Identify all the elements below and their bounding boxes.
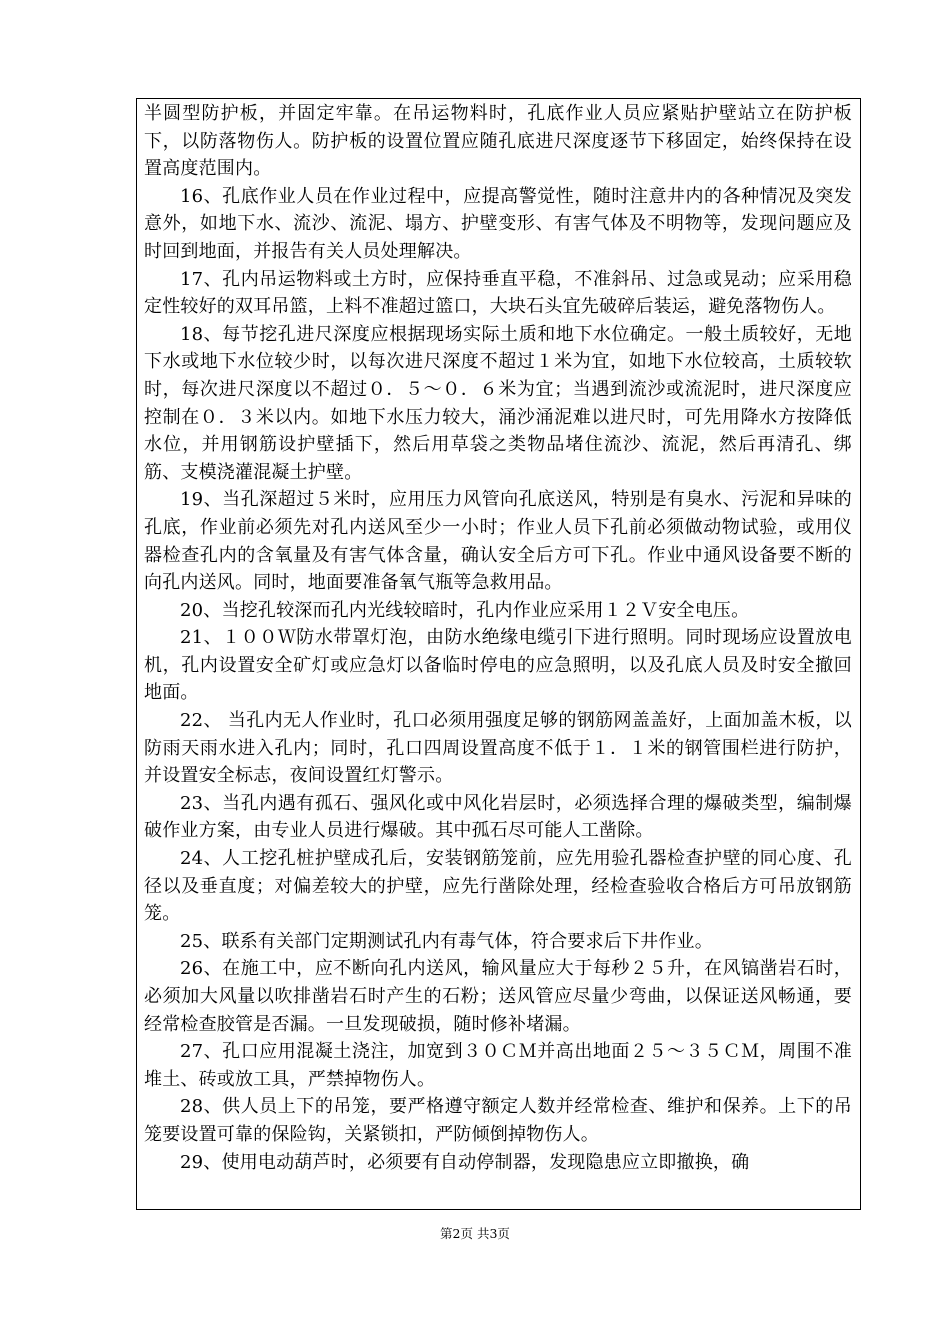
paragraph-continued: 半圆型防护板，并固定牢靠。在吊运物料时，孔底作业人员应紧贴护壁站立在防护板下，以防落物伤人。防护板的设置位置应随孔底进尺深度逐节下移固定，始终保持在设置高度范围内。 [144, 103, 852, 180]
paragraph-28: 28、供人员上下的吊笼，要严格遵守额定人数并经常检查、维护和保养。上下的吊笼要设置可靠的保险钩，关紧锁扣，严防倾倒掉物伤人。 [144, 1096, 852, 1145]
paragraph-20: 20、当挖孔较深而孔内光线较暗时，孔内作业应采用１２Ｖ安全电压。 [180, 599, 750, 621]
paragraph-18: 18、每节挖孔进尺深度应根据现场实际土质和地下水位确定。一般土质较好，无地下水或地下水位较少时，以每次进尺深度不超过１米为宜，如地下水位较高，土质较软时，每次进尺深度以不超过０．５～０．６米为宜；当遇到流沙或流泥时，进尺深度应控制在０．３米以内。如地下水压力较大，涌沙涌泥难以进尺时，可先用降水方按降低水位，并用钢筋设护壁插下，然后用草袋之类物品堵住流沙、流泥，然后再清孔、绑筋、支模浇灌混凝土护壁。 [144, 323, 852, 483]
paragraph-22: 22、 当孔内无人作业时，孔口必须用强度足够的钢筋网盖盖好，上面加盖木板，以防雨天雨水进入孔内；同时，孔口四周设置高度不低于１．１米的钢管围栏进行防护，并设置安全标志，夜间设置红灯警示。 [144, 710, 852, 787]
paragraph-21: 21、１００Ｗ防水带罩灯泡，由防水绝缘电缆引下进行照明。同时现场应设置放电机，孔内设置安全矿灯或应急灯以备临时停电的应急照明，以及孔底人员及时安全撤回地面。 [144, 627, 852, 704]
page-footer: 第2页 共3页 [440, 1226, 510, 1241]
paragraph-27: 27、孔口应用混凝土浇注，加宽到３０ＣＭ并高出地面２５～３５ＣＭ，周围不准堆土、砖或放工具，严禁掉物伤人。 [144, 1041, 852, 1090]
paragraph-17: 17、孔内吊运物料或土方时，应保持垂直平稳，不准斜吊、过急或晃动；应采用稳定性较好的双耳吊篮，上料不准超过篮口，大块石头宜先破碎后装运，避免落物伤人。 [144, 268, 852, 318]
paragraph-24: 24、人工挖孔桩护壁成孔后，安装钢筋笼前，应先用验孔器检查护壁的同心度、孔径以及垂直度；对偏差较大的护壁，应先行凿除处理，经检查验收合格后方可吊放钢筋笼。 [144, 848, 852, 925]
paragraph-19: 19、当孔深超过５米时，应用压力风管向孔底送风，特别是有臭水、污泥和异味的孔底，作业前必须先对孔内送风至少一小时；作业人员下孔前必须做动物试验，或用仪器检查孔内的含氧量及有害气体含量，确认安全后方可下孔。作业中通风设备要不断的向孔内送风。同时，地面要准备氧气瓶等急救用品。 [144, 489, 852, 594]
paragraph-29: 29、使用电动葫芦时，必须要有自动停制器，发现隐患应立即撤换，确 [180, 1151, 750, 1173]
paragraph-26: 26、在施工中，应不断向孔内送风，输风量应大于每秒２５升，在风镐凿岩石时，必须加大风量以吹排凿岩石时产生的石粉；送风管应尽量少弯曲，以保证送风畅通，要经常检查胶管是否漏。一旦发现破损，随时修补堵漏。 [144, 958, 852, 1035]
paragraph-23: 23、当孔内遇有孤石、强风化或中风化岩层时，必须选择合理的爆破类型，编制爆破作业方案，由专业人员进行爆破。其中孤石尽可能人工凿除。 [144, 792, 852, 842]
paragraph-16: 16、孔底作业人员在作业过程中，应提高警觉性，随时注意井内的各种情况及突发意外，如地下水、流沙、流泥、塌方、护壁变形、有害气体及不明物等，发现问题应及时回到地面，并报告有关人员处理解决。 [144, 185, 852, 262]
content-box [136, 98, 861, 1210]
document-body [137, 99, 860, 1176]
paragraph-25: 25、联系有关部门定期测试孔内有毒气体，符合要求后下井作业。 [180, 930, 713, 952]
